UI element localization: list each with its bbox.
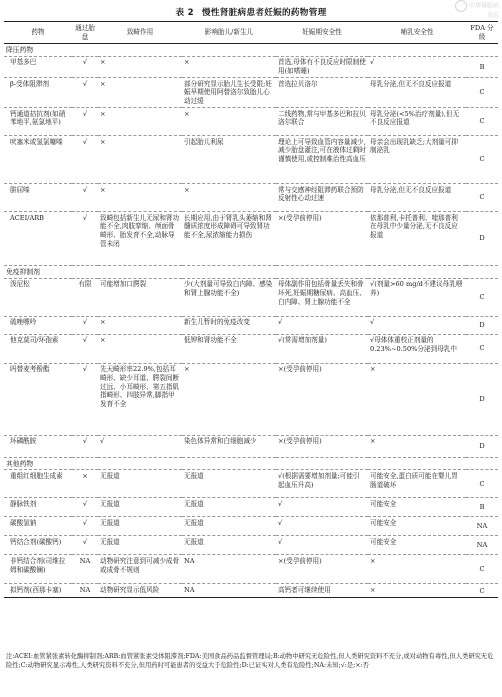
cell-teratogenic: 动物研究注意到可减少成骨或成骨不规则 — [98, 555, 182, 584]
table-row — [4, 78, 498, 108]
cell-placenta: √ — [72, 212, 98, 266]
cell-drug-name: 吗替麦考酚酯 — [4, 363, 72, 435]
cell-drug-name: β-受体阻滞剂 — [4, 78, 72, 108]
cell-teratogenic: × — [98, 334, 182, 363]
section-row — [4, 44, 498, 57]
cell-lactation-safety: √母体体重校正剂量的 0.23%~0.50%分泌到母乳中 — [368, 334, 466, 363]
section-title: 免疫抑制剂 — [4, 266, 498, 279]
table-row — [4, 56, 498, 77]
cell-placenta: × — [72, 470, 98, 498]
drug-management-table — [4, 21, 498, 598]
cell-placenta: √ — [72, 498, 98, 517]
cell-pregnancy-safety: √(根据需要增加剂量;可能引起血压升高) — [276, 470, 368, 498]
cell-placenta: √ — [72, 536, 98, 555]
table-row — [4, 555, 498, 584]
cell-lactation-safety: 母乳分泌,但无不良反应报道 — [368, 184, 466, 212]
table-row — [4, 517, 498, 536]
cell-drug-name: 他克莫司/环孢素 — [4, 334, 72, 363]
cell-fda-class: D — [466, 316, 498, 334]
cell-fetal-effect: 长期应用,由于肾乳头萎缩和肾髓质浓度形成障碍可导致肾功能不全,尿浓缩能力损伤 — [182, 212, 276, 266]
cell-fetal-effect: 新生儿暂时的免疫改变 — [182, 316, 276, 334]
cell-drug-name: 碳酸氢钠 — [4, 517, 72, 536]
cell-fda-class: B — [466, 498, 498, 517]
cell-drug-name: 硫唑嘌呤 — [4, 316, 72, 334]
cell-fda-class: C — [466, 334, 498, 363]
table-row — [4, 212, 498, 266]
cell-placenta: √ — [72, 56, 98, 77]
cell-pregnancy-safety: 二线药物,常与甲基多巴和拉贝洛尔联合 — [276, 108, 368, 136]
table-row — [4, 584, 498, 598]
header-fetal-effect: 影响胎儿/新生儿 — [182, 22, 276, 44]
cell-fetal-effect: × — [182, 363, 276, 435]
cell-placenta: NA — [72, 555, 98, 584]
cell-fetal-effect: × — [182, 108, 276, 136]
cell-fetal-effect: 无报道 — [182, 470, 276, 498]
cell-pregnancy-safety: √(常需增加剂量) — [276, 334, 368, 363]
cell-teratogenic: × — [98, 136, 182, 184]
cell-lactation-safety: × — [368, 555, 466, 584]
cell-teratogenic: 无报道 — [98, 470, 182, 498]
cell-pregnancy-safety: 理论上可导致血管内容量减少,减少胎盘灌注,可在液体过剩时谨慎使用,或控制难治性高血压 — [276, 136, 368, 184]
cell-fetal-effect: 部分研究显示胎儿生长受限;妊娠早期使用阿替洛尔致胎儿心动过缓 — [182, 78, 276, 108]
cell-drug-name: 甲基多巴 — [4, 56, 72, 77]
table-row — [4, 316, 498, 334]
cell-teratogenic: √ — [98, 435, 182, 457]
cell-placenta: √ — [72, 435, 98, 457]
cell-teratogenic: × — [98, 184, 182, 212]
cell-drug-name: 钙通道拮抗剂(如硝苯地平,氨氯地平) — [4, 108, 72, 136]
cell-lactation-safety: 可能安全 — [368, 498, 466, 517]
cell-teratogenic: 无报道 — [98, 498, 182, 517]
cell-drug-name: 静脉铁剂 — [4, 498, 72, 517]
cell-fda-class: C — [466, 470, 498, 498]
cell-fda-class: D — [466, 435, 498, 457]
cell-lactation-safety: √ — [368, 56, 466, 77]
header-fda-class: FDA 分级 — [466, 22, 498, 44]
cell-teratogenic: × — [98, 78, 182, 108]
header-lactation-safety: 哺乳安全性 — [368, 22, 466, 44]
table-header-row — [4, 22, 498, 44]
cell-fetal-effect: × — [182, 56, 276, 77]
table-row — [4, 536, 498, 555]
cell-teratogenic: 致畸包括新生儿无尿和肾功能不全,肉肢挛缩、颅面骨畸形、胎发育不全,动脉导管未闭 — [98, 212, 182, 266]
table-row — [4, 363, 498, 435]
section-title: 其他药物 — [4, 457, 498, 470]
cell-placenta: √ — [72, 108, 98, 136]
cell-pregnancy-safety: √ — [276, 536, 368, 555]
cell-lactation-safety: 可能安全 — [368, 536, 466, 555]
cell-fetal-effect: 无报道 — [182, 517, 276, 536]
cell-drug-name: 非钙结合剂(司维拉姆和碳酸镧) — [4, 555, 72, 584]
cell-drug-name: 泼尼松 — [4, 278, 72, 316]
cell-pregnancy-safety: √ — [276, 517, 368, 536]
cell-lactation-safety: 母亲会出现乳缺乏;大剂量可抑制泌乳 — [368, 136, 466, 184]
cell-pregnancy-safety: ×(受孕前停用) — [276, 363, 368, 435]
section-row — [4, 266, 498, 279]
cell-placenta: √ — [72, 184, 98, 212]
cell-lactation-safety: 可能安全 — [368, 517, 466, 536]
cell-fetal-effect: 无报道 — [182, 498, 276, 517]
cell-pregnancy-safety: 高钙者可继续使用 — [276, 584, 368, 598]
table-row — [4, 278, 498, 316]
cell-teratogenic: 无报道 — [98, 517, 182, 536]
cell-drug-name: ACEI/ARB — [4, 212, 72, 266]
section-row — [4, 457, 498, 470]
cell-fda-class: C — [466, 108, 498, 136]
cell-drug-name: 拟钙剂(西那卡塞) — [4, 584, 72, 598]
cell-placenta: 有限 — [72, 278, 98, 316]
cell-lactation-safety: 依那普利,卡托普利、喹那普利在母乳中少量分泌,无不良反应报道 — [368, 212, 466, 266]
cell-fetal-effect: × — [182, 184, 276, 212]
table-row — [4, 334, 498, 363]
cell-fda-class: B — [466, 56, 498, 77]
cell-pregnancy-safety: 常与交感神经阻滞药联合预防反射性心动过速 — [276, 184, 368, 212]
cell-fetal-effect: 少(大剂量可导致白内障、感染和肾上腺功能不全) — [182, 278, 276, 316]
table-row — [4, 435, 498, 457]
cell-placenta: √ — [72, 136, 98, 184]
cell-placenta: √ — [72, 517, 98, 536]
table-row — [4, 184, 498, 212]
table-row — [4, 108, 498, 136]
cell-pregnancy-safety: 首选,母体有不良反应时限制使用(如嗜睡) — [276, 56, 368, 77]
cell-lactation-safety: × — [368, 584, 466, 598]
cell-drug-name: 环磷酰胺 — [4, 435, 72, 457]
cell-fda-class: C — [466, 78, 498, 108]
table-row — [4, 470, 498, 498]
cell-lactation-safety: 母乳分泌,但无不良反应报道 — [368, 78, 466, 108]
cell-fda-class: C — [466, 184, 498, 212]
cell-placenta: NA — [72, 584, 98, 598]
cell-lactation-safety: √(剂量>60 mg/d不建议母乳喂养) — [368, 278, 466, 316]
cell-placenta: √ — [72, 363, 98, 435]
cell-fda-class: NA — [466, 517, 498, 536]
header-teratogenic: 致畸作用 — [98, 22, 182, 44]
table-row — [4, 136, 498, 184]
cell-placenta: √ — [72, 78, 98, 108]
cell-pregnancy-safety: ×(受孕前停用) — [276, 435, 368, 457]
cell-drug-name: 肼屈嗪 — [4, 184, 72, 212]
cell-fetal-effect: 无报道 — [182, 536, 276, 555]
cell-fetal-effect: NA — [182, 584, 276, 598]
cell-teratogenic: 可能增加口腭裂 — [98, 278, 182, 316]
cell-pregnancy-safety: √ — [276, 316, 368, 334]
cell-drug-name: 钙结合剂(碳酸钙) — [4, 536, 72, 555]
header-placenta: 通过胎盘 — [72, 22, 98, 44]
cell-fda-class: D — [466, 212, 498, 266]
cell-teratogenic: × — [98, 316, 182, 334]
cell-teratogenic: 先天畸形率22.9%,包括耳畸形、缺少耳道、腭裂间断过远、小耳畸形、第五指肌指畸形、四肢异常,脚指甲发育不全 — [98, 363, 182, 435]
cell-lactation-safety: × — [368, 435, 466, 457]
table-number: 表 2 — [175, 8, 194, 18]
cell-fda-class: C — [466, 584, 498, 598]
cell-drug-name: 吠塞米或氢氯噻嗪 — [4, 136, 72, 184]
cell-fetal-effect: 低钾和肾功能不全 — [182, 334, 276, 363]
table-row — [4, 498, 498, 517]
cell-teratogenic: 动物研究显示低风险 — [98, 584, 182, 598]
cell-drug-name: 重组红细胞生成素 — [4, 470, 72, 498]
cell-pregnancy-safety: 首选拉贝洛尔 — [276, 78, 368, 108]
cell-placenta: √ — [72, 316, 98, 334]
header-drug: 药物 — [4, 22, 72, 44]
cell-fda-class: NA — [466, 536, 498, 555]
cell-pregnancy-safety: ×(受孕前停用) — [276, 212, 368, 266]
cell-fetal-effect: 染色体异常和白细胞减少 — [182, 435, 276, 457]
cell-pregnancy-safety: 母体副作用包括骨量丢失和骨坏死,妊娠期糖尿病、高血压、白内障、肾上腺功能不全 — [276, 278, 368, 316]
cell-lactation-safety: 母乳分泌(<5%治疗剂量),但无不良反应报道 — [368, 108, 466, 136]
cell-fetal-effect: NA — [182, 555, 276, 584]
cell-fetal-effect: 引起胎儿利尿 — [182, 136, 276, 184]
cell-pregnancy-safety: √ — [276, 498, 368, 517]
cell-fda-class: C — [466, 136, 498, 184]
cell-lactation-safety: 可能安全,蛋白质可能在婴儿胃肠道破坏 — [368, 470, 466, 498]
cell-teratogenic: 无报道 — [98, 536, 182, 555]
cell-lactation-safety: √ — [368, 316, 466, 334]
cell-teratogenic: × — [98, 108, 182, 136]
cell-lactation-safety: × — [368, 363, 466, 435]
table-caption — [0, 6, 502, 18]
cell-placenta: √ — [72, 334, 98, 363]
cell-teratogenic: × — [98, 56, 182, 77]
table-title: 慢性肾脏病患者妊娠的药物管理 — [201, 8, 327, 18]
cell-fda-class: D — [466, 363, 498, 435]
table-footnote: 注:ACEI:血管紧张素转化酶抑制剂;ARB:血管紧张素受体阻滞剂;FDA:美国食品药品监督管理局;B:动物中研究无危险性,但人类研究资料不充分,或对动物有毒性,但人类研究无危险性;C:动物研究显示毒性,人类研究资料不充分,但用药时可能患者的受益大于危险性;D:已证实对人类有危险性;NA:未知;√:是;×:否 — [6, 653, 494, 669]
cell-fda-class: C — [466, 278, 498, 316]
cell-fda-class: C — [466, 555, 498, 584]
cell-pregnancy-safety: ×(受孕前停用) — [276, 555, 368, 584]
header-pregnancy-safety: 妊娠期安全性 — [276, 22, 368, 44]
watermark-logo: 中华肾脏病 杂志 — [441, 0, 499, 22]
section-title: 降压药物 — [4, 44, 498, 57]
